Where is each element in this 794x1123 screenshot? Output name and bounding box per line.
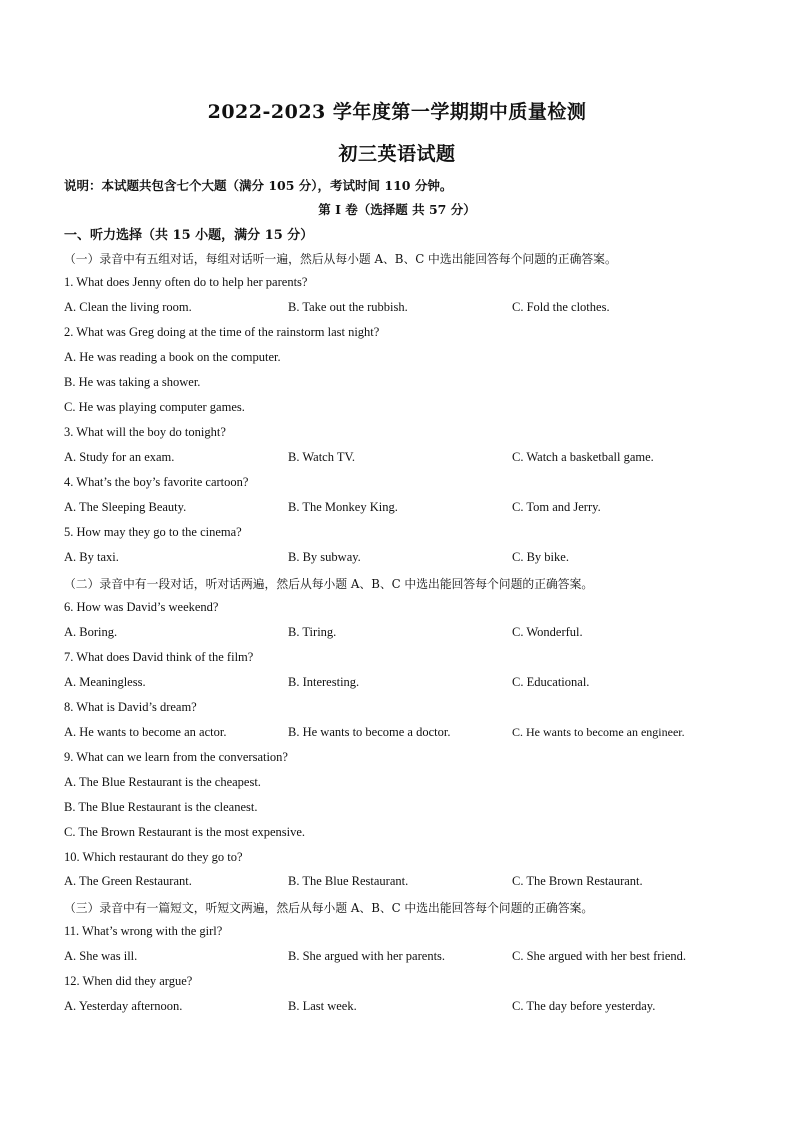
q8-option-c: C. He wants to become an engineer.	[512, 725, 685, 739]
q4-option-c: C. Tom and Jerry.	[512, 500, 601, 514]
q2-option-b: B. He was taking a shower.	[64, 375, 201, 389]
q12-option-a: A. Yesterday afternoon.	[64, 999, 183, 1013]
question-1: 1. What does Jenny often do to help her parents?	[64, 275, 308, 289]
q6-option-b: B. Tiring.	[288, 625, 337, 639]
q11-option-a: A. She was ill.	[64, 949, 138, 963]
q8-option-a: A. He wants to become an actor.	[64, 725, 227, 739]
q1-option-b: B. Take out the rubbish.	[288, 300, 408, 314]
question-10: 10. Which restaurant do they go to?	[64, 850, 243, 864]
q5-option-b: B. By subway.	[288, 550, 361, 564]
question-2: 2. What was Greg doing at the time of the rainstorm last night?	[64, 325, 380, 339]
q4-option-b: B. The Monkey King.	[288, 500, 398, 514]
q2-option-c: C. He was playing computer games.	[64, 400, 245, 414]
q3-option-a: A. Study for an exam.	[64, 450, 175, 464]
question-9: 9. What can we learn from the conversation?	[64, 750, 288, 764]
question-5: 5. How may they go to the cinema?	[64, 525, 242, 539]
section-heading: 一、听力选择（共 15 小题，满分 15 分）	[64, 228, 314, 243]
instruction-part2: （二）录音中有一段对话，听对话两遍，然后从每小题 A、B、C 中选出能回答每个问题的正确答案。	[64, 577, 594, 591]
question-8: 8. What is David’s dream?	[64, 700, 197, 714]
question-6: 6. How was David’s weekend?	[64, 600, 219, 614]
q5-option-c: C. By bike.	[512, 550, 569, 564]
q7-option-b: B. Interesting.	[288, 675, 360, 689]
question-12: 12. When did they argue?	[64, 974, 193, 988]
q9-option-b: B. The Blue Restaurant is the cleanest.	[64, 800, 258, 814]
q1-option-c: C. Fold the clothes.	[512, 300, 610, 314]
exam-note: 说明：本试题共包含七个大题（满分 105 分），考试时间 110 分钟。	[64, 178, 453, 193]
exam-title: 2022-2023 学年度第一学期期中质量检测	[207, 101, 587, 123]
question-3: 3. What will the boy do tonight?	[64, 425, 226, 439]
q2-option-a: A. He was reading a book on the computer.	[64, 350, 281, 364]
q7-option-a: A. Meaningless.	[64, 675, 146, 689]
question-4: 4. What’s the boy’s favorite cartoon?	[64, 475, 249, 489]
q6-option-a: A. Boring.	[64, 625, 118, 639]
question-11: 11. What’s wrong with the girl?	[64, 924, 223, 938]
q6-option-c: C. Wonderful.	[512, 625, 583, 639]
q10-option-a: A. The Green Restaurant.	[64, 874, 192, 888]
exam-subtitle: 初三英语试题	[338, 143, 456, 165]
instruction-part1: （一）录音中有五组对话，每组对话听一遍，然后从每小题 A、B、C 中选出能回答每个问题的正确答案。	[64, 252, 617, 266]
question-7: 7. What does David think of the film?	[64, 650, 254, 664]
q8-option-b: B. He wants to become a doctor.	[288, 725, 451, 739]
q9-option-c: C. The Brown Restaurant is the most expensive.	[64, 825, 306, 839]
q11-option-c: C. She argued with her best friend.	[512, 949, 687, 963]
q9-option-a: A. The Blue Restaurant is the cheapest.	[64, 775, 261, 789]
q11-option-b: B. She argued with her parents.	[288, 949, 446, 963]
q10-option-b: B. The Blue Restaurant.	[288, 874, 409, 888]
q10-option-c: C. The Brown Restaurant.	[512, 874, 643, 888]
q12-option-b: B. Last week.	[288, 999, 357, 1013]
q4-option-a: A. The Sleeping Beauty.	[64, 500, 187, 514]
q3-option-c: C. Watch a basketball game.	[512, 450, 654, 464]
q5-option-a: A. By taxi.	[64, 550, 119, 564]
q1-option-a: A. Clean the living room.	[64, 300, 192, 314]
q12-option-c: C. The day before yesterday.	[512, 999, 656, 1013]
q3-option-b: B. Watch TV.	[288, 450, 356, 464]
q7-option-c: C. Educational.	[512, 675, 590, 689]
part-heading: 第 I 卷（选择题 共 57 分）	[318, 202, 476, 217]
instruction-part3: （三）录音中有一篇短文，听短文两遍，然后从每小题 A、B、C 中选出能回答每个问题的正确答案。	[64, 901, 594, 915]
